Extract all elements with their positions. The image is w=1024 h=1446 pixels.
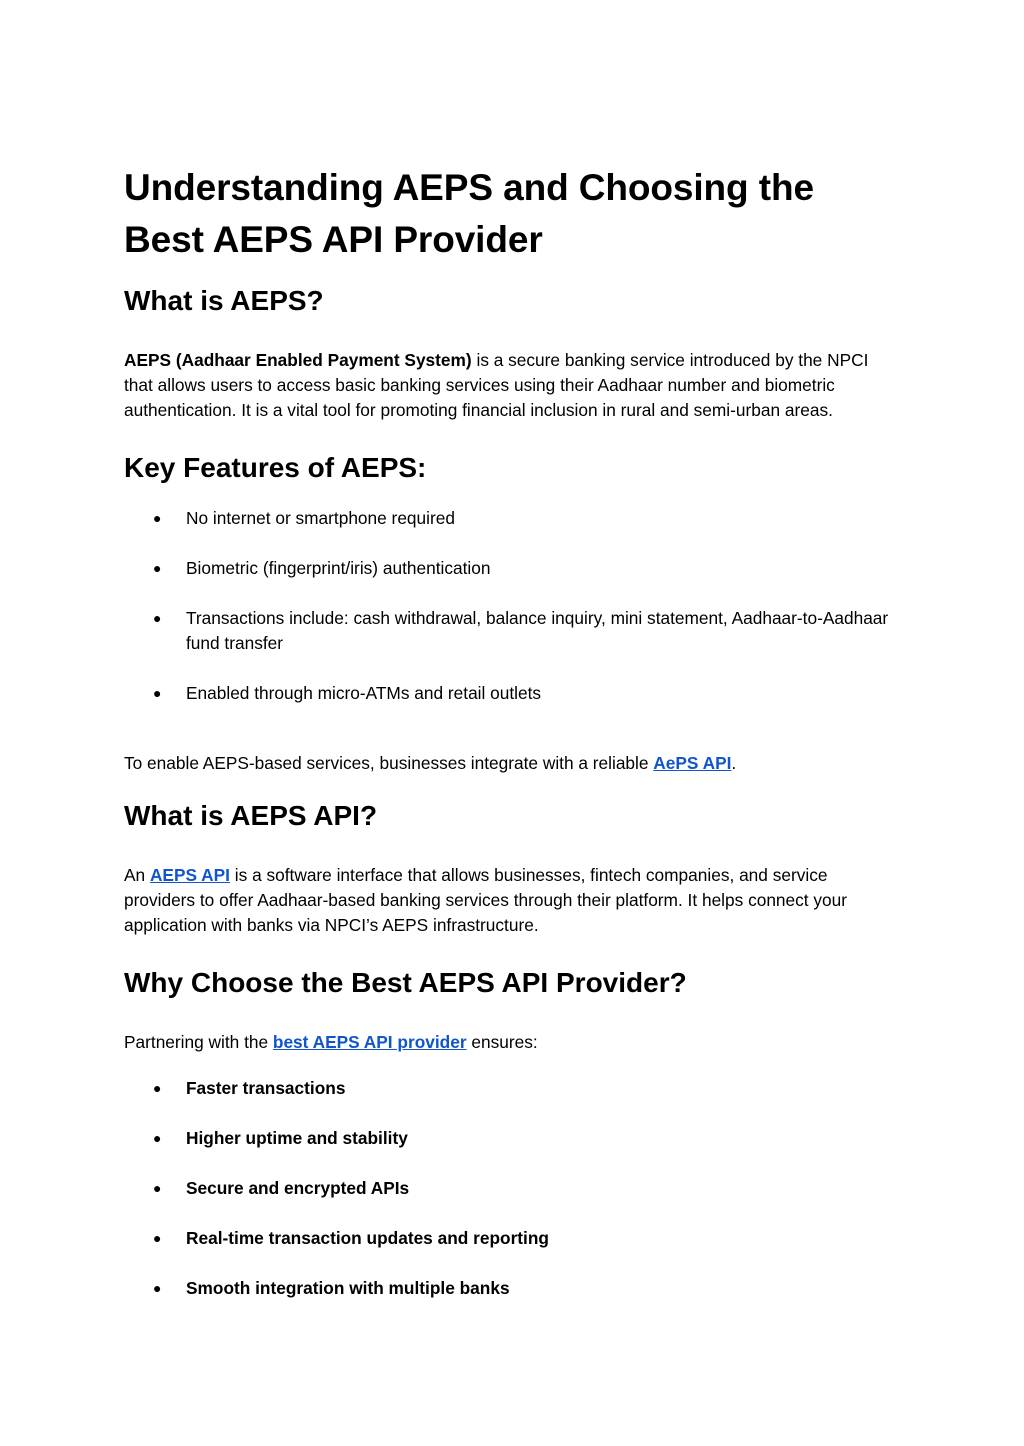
aeps-api-inline-link[interactable]: AEPS API [149, 865, 230, 885]
bullet-icon: ● [153, 1230, 162, 1246]
heading-key-features: Key Features of AEPS: [124, 452, 427, 483]
list-item: ● Smooth integration with multiple banks [124, 1276, 900, 1301]
aeps-api-paragraph: An AEPS API is a software interface that allows businesses, fintech companies, and service providers to offer Aadhaar-based banking services through their platform. It helps connect your application with banks via NPCI’s AEPS infrastructure. [124, 865, 848, 935]
best-aeps-api-provider-link[interactable]: best AEPS API provider [272, 1032, 467, 1052]
document-page [124, 162, 900, 1301]
aeps-api-link[interactable]: AePS API [653, 753, 732, 773]
list-item: ● Faster transactions [124, 1076, 900, 1101]
heading-what-is-aeps-api: What is AEPS API? [124, 800, 378, 831]
list-item: ● No internet or smartphone required [124, 506, 900, 531]
heading-why-choose: Why Choose the Best AEPS API Provider? [124, 967, 687, 998]
aeps-api-note: To enable AEPS-based services, businesses integrate with a reliable AePS API. [124, 753, 737, 773]
aeps-intro-paragraph [124, 348, 900, 423]
list-item: ● Transactions include: cash withdrawal, balance inquiry, mini statement, Aadhaar-to-Aadhaar fund transfer [153, 608, 889, 653]
bullet-icon: ● [153, 1080, 162, 1096]
list-item: ● Secure and encrypted APIs [124, 1176, 900, 1201]
provider-benefits-list [124, 1076, 900, 1301]
bullet-icon: ● [153, 1280, 162, 1296]
document-title: Understanding AEPS and Choosing the Best AEPS API Provider [124, 167, 814, 260]
list-item: ● Real-time transaction updates and reporting [124, 1226, 900, 1251]
bullet-icon: ● [153, 1180, 162, 1196]
bullet-icon: ● [153, 560, 162, 576]
heading-what-is-aeps: What is AEPS? [124, 285, 324, 316]
list-item: ● Enabled through micro-ATMs and retail outlets [124, 681, 900, 706]
bullet-icon: ● [153, 1130, 162, 1146]
aeps-intro-bold: AEPS (Aadhaar Enabled Payment System) [124, 350, 472, 370]
aeps-intro-text: is a secure banking service introduced by the NPCI that allows users to access basic banking services using their Aadhaar number and biometric authentication. It is a vital tool for promoting financial inclusion in rural and semi-urban areas. [124, 350, 869, 420]
list-item: ● Higher uptime and stability [124, 1126, 900, 1151]
key-features-list [124, 506, 900, 706]
bullet-icon: ● [153, 510, 162, 526]
list-item: ● Biometric (fingerprint/iris) authentication [124, 556, 900, 581]
provider-intro-paragraph: Partnering with the best AEPS API provider ensures: [124, 1032, 538, 1052]
bullet-icon: ● [153, 685, 162, 701]
bullet-icon: ● [153, 610, 162, 626]
